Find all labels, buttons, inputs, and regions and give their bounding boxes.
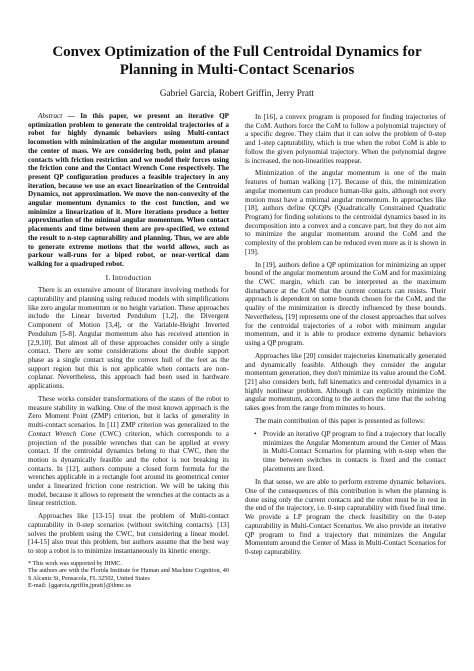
intro-paragraph-2a: These works consider transformations of the states of the robot to measure stability in walking. One of the most known approach is the Zero Moment Point (ZMP) criterion, but it lacks of generality in multi-contact scenarios. In [11] ZMP criterion was generalized to the [28,394,229,430]
bullet-icon: • [254,429,257,438]
left-column [28,112,229,589]
intro-paragraph-1: There is an extensive amount of literature involving methods for capturability and planning using reduced models with simplifications like zero angular momentum or no height variation. These approaches include the Linear Inverted Pendulum [1,2], the Divergent Component of Motion [3,4], or the Variable-Height Inverted Pendulum [5-8]. Angular momentum also has received attention in [2,9,10]. But almost all of these approaches consider only a single contact. There are some considerations about the double support phase as a single contact using the convex hull of the feet as the support region but this is not applicable when contacts are non-coplanar. Nevertheless, this approach had been used in hardware applications. [28,286,229,391]
abstract-dash: — [62,112,81,120]
paper-title: Convex Optimization of the Full Centroidal Dynamics for Planning in Multi-Contact Scenarios [52,44,422,78]
abstract-label: Abstract [38,112,63,120]
footnote [28,560,229,589]
intro-paragraph-2 [28,395,229,508]
intro-paragraph-2b: (CWC) criterion, which corresponds to a projection of the possible wrenches that can be applied at every contact. If the centroidal dynamics belong to that CWC, then the motion is dynamically feasible and the robot is not breaking its contacts. In [12], authors compute a closed form formula for the wrenches applicable in a rectangle foot around its geometrical center under a linearized friction cone restriction. We will be taking this model, because it allows to represent the wrenches at the contacts as a linear restriction. [28,429,229,508]
right-paragraph-6: In that sense, we are able to perform extreme dynamic behaviors. One of the consequences of this contribution is when the planning is done using only the current contacts and the robot must be in rest in the end of the trajectory, i.e. 0-step capturability with fixed final time. We provide a LP program the check feasibility on the 0-step capturability in Multi-Contact Scenarios. We also provide an iterative QP program to find a trajectory that minimizes the Angular Momentum around the Center of Mass in Multi-Contact Scenarios for 0-step capturability. [245,478,446,556]
contribution-text: Provide an iterative QP program to find a trajectory that locally minimizes the Angular Momentum around the Center of Mass in Multi-Contact Scenarios for planning with n-step when the time between switches in contacts is fixed and the contact placements are fixed. [263,429,446,473]
right-paragraph-2: Minimization of the angular momentum is one of the main features of human walking [17]. Because of this, the minimization angular momentum can produce human-like gaits, although not every motion must have a minimal angular momentum. In approaches like [18], authors define QCQPs (Quadratically Constrained Quadratic Program) for finding solutions to the centroidal dynamics based in its decomposition into a convex and a concave part, but they do not aim to minimize the angular momentum around the CoM and the complexity of the problem can be reduced even more as it is shown in [19]. [245,169,446,256]
right-paragraph-4: Approaches like [20] consider trajectories kinematically generated and dynamically feasible. Although they consider the angular momentum generation, they don't minimize its value around the CoM. [21] also considers both, full kinematics and centroidal dynamics in a highly nonlinear problem. Although it can explicitly minimize the angular momentum, according to the authors the time that the solving takes goes from the range from minutes to hours. [245,351,446,413]
section-heading-introduction: I. Introduction [105,272,152,282]
abstract-text: In this paper, we present an iterative QP optimization problem to generate the centroidal trajectories of a robot for highly dynamic behaviors using Multi-contact locomotion with minimization of the angular momentum around the center of mass. We are considering both, point and planar contacts with friction restriction and we model their forces using the friction cone and the Contact Wrench Cone respectively. The present QP configuration produces a feasible trajectory in any iteration, because we use an exact linearization of the Centroidal Dynamics, not approximation. We move the non-convexity of the angular momentum dynamics to the cost function, and we minimize a linearization of it. More iterations produce a better approximation of the minimal angular momentum. When contact placements and time between them are pre-specified, we extend the result to n-step capturability and planning. Thus, we are able to generate extreme motions that the world allows, such as parkour wall-runs for a biped robot, or near-vertical dam walking for a quadruped robot. [28,112,229,268]
footnote-support: * This work was supported by IHMC. [28,560,122,568]
footnote-email: E-mail: {ggarcia,rgriffin,jpratt}@ihmc.us [28,581,132,589]
intro-paragraph-2-emphasis: Contact Wrench Cone [28,429,96,438]
right-column [245,113,446,561]
footnote-affiliation: The authors are with the Florida Institute for Human and Machine Cognition, 40 S Alcaniz St, Pensacola, FL 32502, United States [28,567,229,582]
paper-authors: Gabriel Garcia, Robert Griffin, Jerry Pratt [159,88,315,98]
intro-paragraph-3: Approaches like [13-15] treat the problem of Multi-contact capturability in 0-step scenarios (without switching contacts). [13] solves the problem using the CWC, but considering a linear model. [14-15] also treat this problem, but authors assume that the best way to stop a robot is to minimize instantaneously its kinetic energy. [28,512,229,556]
right-paragraph-3: In [19], authors define a QP optimization for minimizing an upper bound of the angular momentum around the CoM and for maximizing the CWC margin, which can be interpreted as the maximum disturbance at the CoM that the current contacts can resists. Their approach is dependent on some bounds chosen for the CoM, and the quality of the minimization is directly influenced by these bounds. Nevertheless, [19] represents one of the closest approaches that solves for the centroidal trajectories of a robot with minimum angular momentum, and it is able to produce extreme dynamic behaviors using a QP program. [245,260,446,347]
right-paragraph-5: The main contribution of this paper is presented as follows: [255,416,425,425]
contribution-item [254,429,446,474]
abstract [28,112,229,269]
contribution-list [245,430,446,474]
right-paragraph-1: In [16], a convex program is proposed for finding trajectories of the CoM. Authors force the CoM to follow a polynomial trajectory of a specific degree. They claim that it can solve the problem of 0-step and 1-step capturability, which is true when the robot CoM is able to follow the given polynomial trajectory. When the polynomial degree is increased, the non-linearities reappear. [245,113,446,165]
